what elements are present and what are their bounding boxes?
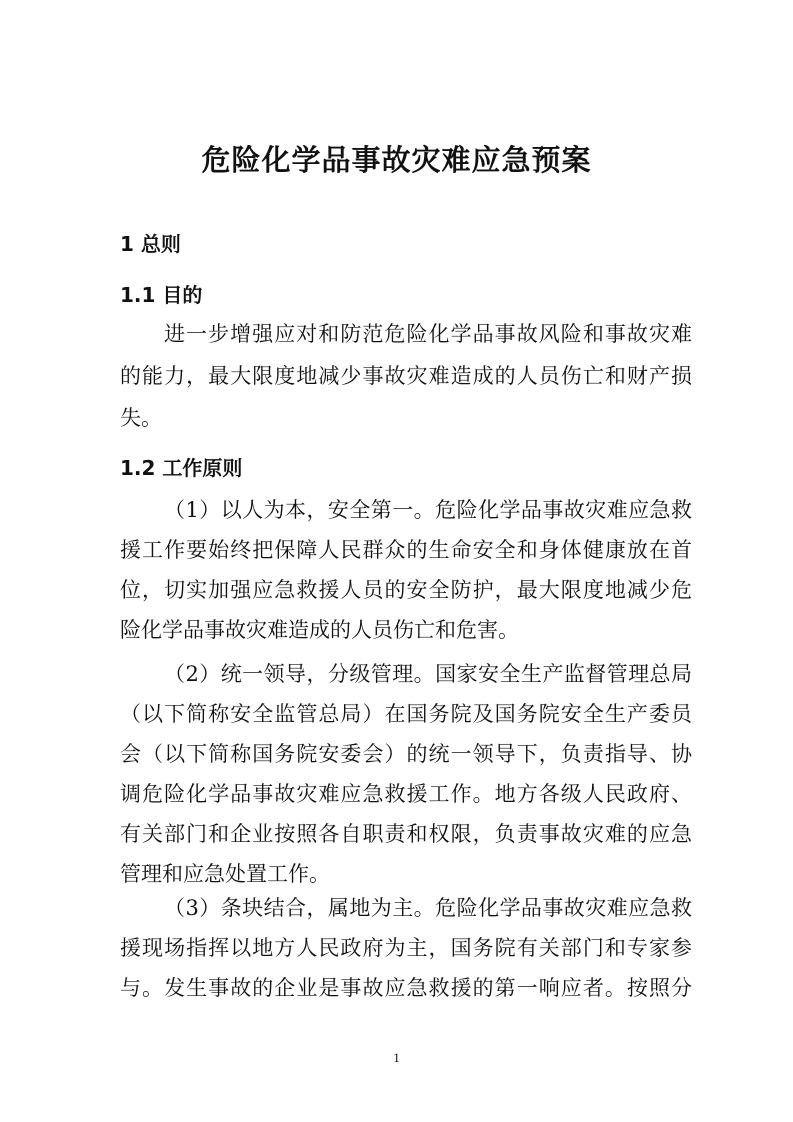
document-title: 危险化学品事故灾难应急预案 bbox=[201, 143, 592, 177]
text-line: 援现场指挥以地方人民政府为主，国务院有关部门和专家参 bbox=[120, 936, 692, 960]
text-line: 位，切实加强应急救援人员的安全防护，最大限度地减少危 bbox=[120, 578, 692, 602]
text-line: 会（以下简称国务院安委会）的统一领导下，负责指导、协 bbox=[120, 742, 692, 766]
text-line: 援工作要始终把保障人民群众的生命安全和身体健康放在首 bbox=[120, 538, 692, 562]
principle-1-paragraph bbox=[120, 490, 692, 650]
purpose-paragraph bbox=[120, 314, 692, 438]
text-line: 险化学品事故灾难造成的人员伤亡和危害。 bbox=[120, 618, 519, 642]
section-heading-1-1: 1.1 目的 bbox=[120, 283, 203, 307]
text-line: 的能力，最大限度地减少事故灾难造成的人员伤亡和财产损 bbox=[120, 364, 692, 388]
principle-3-paragraph bbox=[120, 888, 692, 1008]
text-line: （以下简称安全监管总局）在国务院及国务院安全生产委员 bbox=[120, 702, 692, 726]
text-line: 失。 bbox=[120, 406, 162, 430]
section-heading-1: 1 总则 bbox=[120, 232, 181, 256]
text-line: 有关部门和企业按照各自职责和权限，负责事故灾难的应急 bbox=[120, 822, 692, 846]
text-line: 调危险化学品事故灾难应急救援工作。地方各级人民政府、 bbox=[120, 782, 692, 806]
text-line: （3）条块结合，属地为主。危险化学品事故灾难应急救 bbox=[164, 896, 692, 920]
section-heading-1-2: 1.2 工作原则 bbox=[120, 456, 243, 480]
text-line: （2）统一领导，分级管理。国家安全生产监督管理总局 bbox=[164, 662, 692, 686]
text-line: （1）以人为本，安全第一。危险化学品事故灾难应急救 bbox=[164, 498, 692, 522]
text-line: 与。发生事故的企业是事故应急救援的第一响应者。按照分 bbox=[120, 976, 692, 1000]
text-line: 进一步增强应对和防范危险化学品事故风险和事故灾难 bbox=[164, 322, 692, 346]
principle-2-paragraph bbox=[120, 654, 692, 894]
text-line: 管理和应急处置工作。 bbox=[120, 862, 330, 886]
page-number: 1 bbox=[393, 1050, 400, 1065]
